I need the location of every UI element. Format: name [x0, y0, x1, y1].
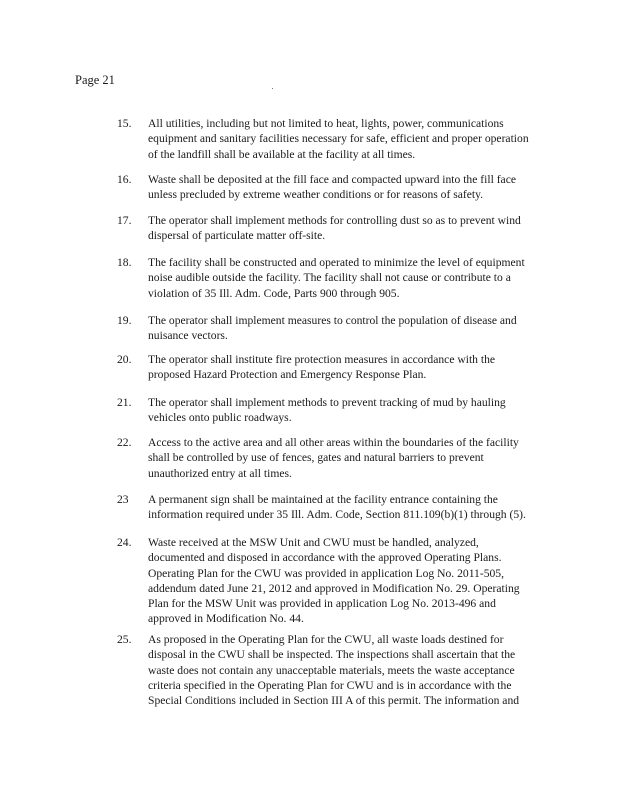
item-text: The operator shall implement methods to prevent tracking of mud by hauling vehicles onto public roadways.	[148, 396, 506, 425]
item-text: The operator shall institute fire protection measures in accordance with the proposed Hazard Protection and Emergency Response Plan.	[148, 353, 496, 382]
item-number: 24.	[117, 536, 132, 549]
condition-item-25	[117, 632, 537, 708]
item-text: The facility shall be constructed and operated to minimize the level of equipment noise audible outside the facility. The facility shall not cause or contribute to a violation of 35 Ill. Adm. Code, Parts 900 through 905.	[148, 256, 525, 300]
scan-speck	[272, 88, 273, 89]
item-number: 20.	[117, 353, 132, 366]
condition-item-21	[117, 395, 537, 426]
item-text: All utilities, including but not limited to heat, lights, power, communications equipment and sanitary facilities necessary for safe, efficient and proper operation of the landfill shall be available at the facility at all times.	[148, 117, 529, 161]
condition-item-15	[117, 116, 537, 162]
item-text: The operator shall implement measures to control the population of disease and nuisance vectors.	[148, 314, 517, 343]
condition-item-22	[117, 435, 537, 481]
item-number: 15.	[117, 117, 132, 130]
item-number: 17.	[117, 214, 132, 227]
item-number: 23	[117, 493, 129, 506]
item-number: 25.	[117, 633, 132, 646]
item-text: A permanent sign shall be maintained at the facility entrance containing the information required under 35 Ill. Adm. Code, Section 811.109(b)(1) through (5).	[148, 493, 526, 522]
page-number: Page 21	[75, 73, 115, 87]
condition-item-16	[117, 172, 537, 203]
item-text: Access to the active area and all other areas within the boundaries of the facility shall be controlled by use of fences, gates and natural barriers to prevent unauthorized entry at all times.	[148, 436, 519, 480]
condition-item-24	[117, 535, 537, 627]
item-text: The operator shall implement methods for controlling dust so as to prevent wind dispersal of particulate matter off-site.	[148, 214, 521, 243]
condition-item-17	[117, 213, 537, 244]
item-number: 22.	[117, 436, 132, 449]
item-number: 21.	[117, 396, 132, 409]
item-text: Waste received at the MSW Unit and CWU must be handled, analyzed, documented and disposed in accordance with the approved Operating Plans. Operating Plan for the CWU was provided in application Log No. 2011-505, addendum dated June 21, 2012 and approved in Modification No. 29. Operating Plan for the MSW Unit was provided in application Log No. 2013-496 and approved in Modification No. 44.	[148, 536, 520, 626]
condition-item-20	[117, 352, 537, 383]
item-text: Waste shall be deposited at the fill face and compacted upward into the fill face unless precluded by extreme weather conditions or for reasons of safety.	[148, 173, 516, 202]
item-number: 16.	[117, 173, 132, 186]
item-number: 19.	[117, 314, 132, 327]
condition-item-23	[117, 492, 537, 523]
condition-item-19	[117, 313, 537, 344]
item-text: As proposed in the Operating Plan for the CWU, all waste loads destined for disposal in the CWU shall be inspected. The inspections shall ascertain that the waste does not contain any unacceptable materials, meets the waste acceptance criteria specified in the Operating Plan for CWU and is in accordance with the Special Conditions included in Section III A of this permit. The information and	[148, 633, 520, 708]
item-number: 18.	[117, 256, 132, 269]
condition-item-18	[117, 255, 537, 301]
